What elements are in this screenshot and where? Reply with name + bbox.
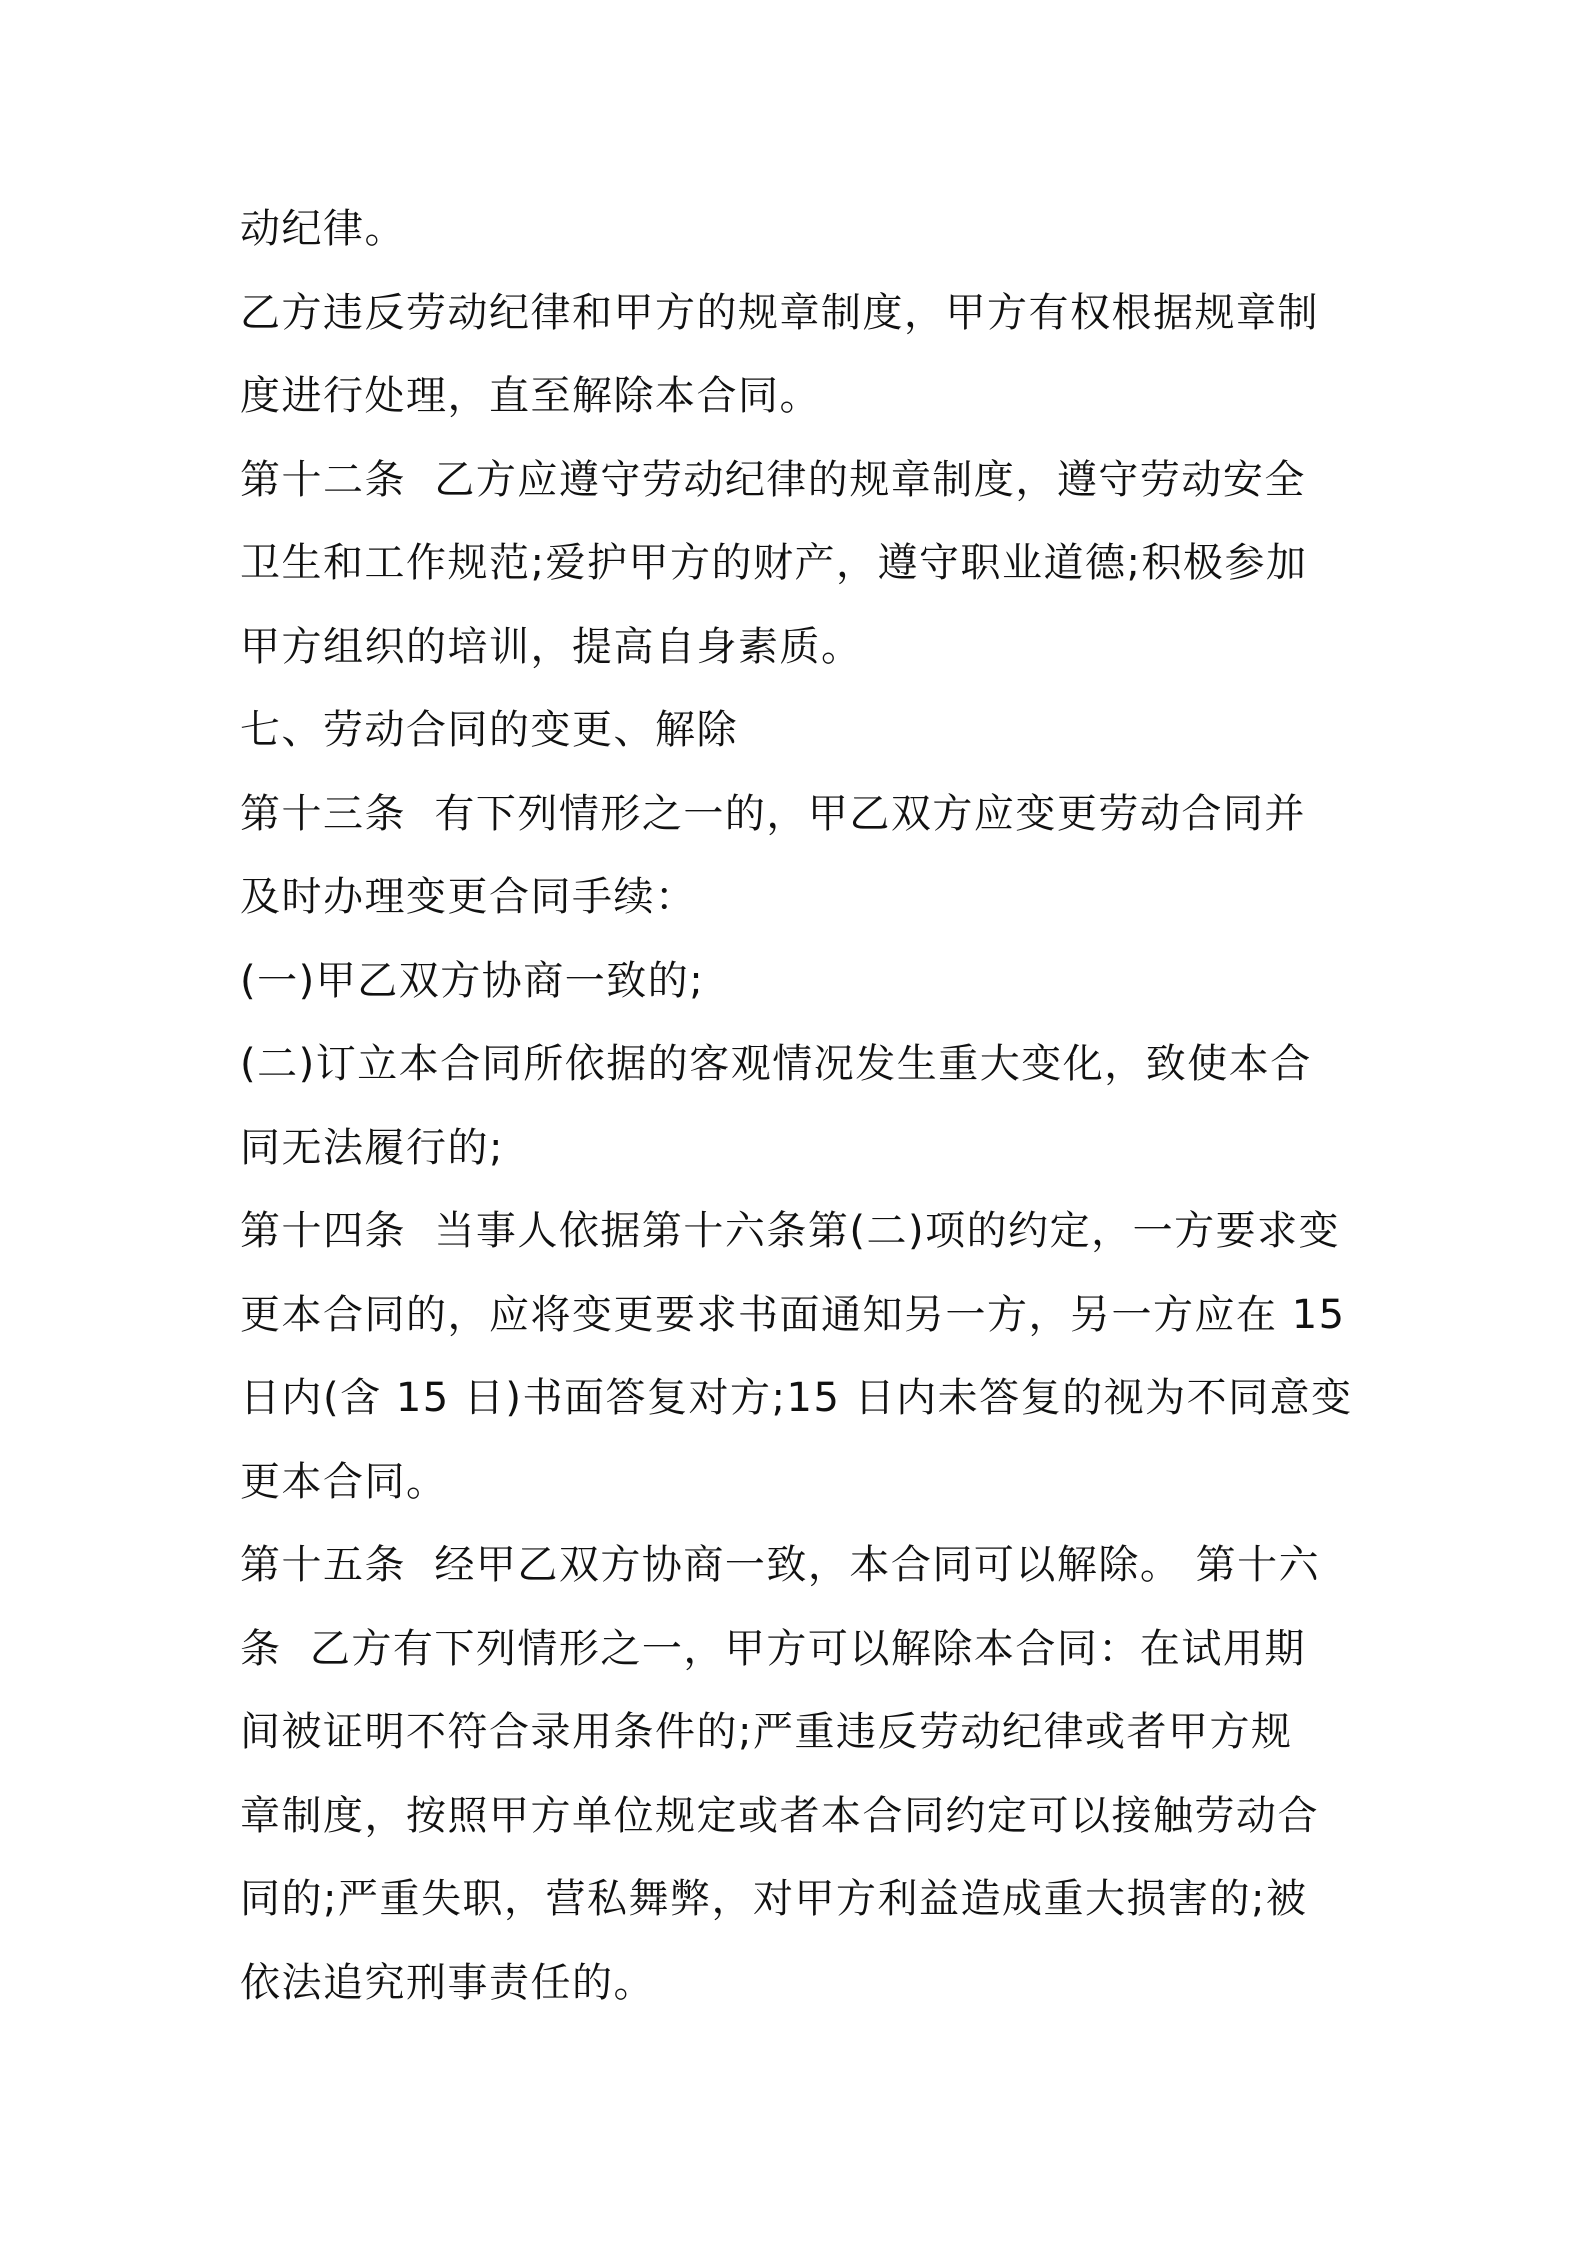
text-line: 动纪律。 — [240, 206, 406, 252]
text-line: 更本合同的，应将变更要求书面通知另一方，另一方应在 15 — [240, 1291, 1346, 1338]
list-item: (一)甲乙双方协商一致的; — [240, 957, 705, 1004]
text-line: 依法追究刑事责任的。 — [240, 1959, 655, 2006]
article-15-line: 第十五条 经甲乙双方协商一致，本合同可以解除。 第十六 — [240, 1542, 1321, 1588]
article-13-line: 第十三条 有下列情形之一的，甲乙双方应变更劳动合同并 — [240, 790, 1306, 837]
article-12-line: 第十二条 乙方应遵守劳动纪律的规章制度，遵守劳动安全 — [240, 456, 1306, 503]
section-heading: 七、劳动合同的变更、解除 — [240, 707, 738, 753]
article-14-line: 第十四条 当事人依据第十六条第(二)项的约定，一方要求变 — [240, 1208, 1341, 1254]
text-line: 同无法履行的; — [240, 1124, 504, 1171]
text-line: 条 乙方有下列情形之一，甲方可以解除本合同：在试用期 — [240, 1625, 1306, 1672]
text-line: 日内(含 15 日)书面答复对方;15 日内未答复的视为不同意变 — [240, 1375, 1353, 1421]
text-line: 章制度，按照甲方单位规定或者本合同约定可以接触劳动合 — [240, 1792, 1319, 1839]
text-line: 卫生和工作规范;爱护甲方的财产，遵守职业道德;积极参加 — [240, 540, 1308, 586]
text-line: 同的;严重失职，营私舞弊，对甲方利益造成重大损害的;被 — [240, 1876, 1308, 1922]
text-line: 乙方违反劳动纪律和甲方的规章制度，甲方有权根据规章制 — [240, 289, 1319, 336]
text-line: 甲方组织的培训，提高自身素质。 — [240, 623, 863, 670]
text-line: 及时办理变更合同手续： — [240, 874, 697, 920]
text-line: 度进行处理，直至解除本合同。 — [240, 373, 821, 419]
text-line: 更本合同。 — [240, 1458, 448, 1505]
list-item: (二)订立本合同所依据的客观情况发生重大变化，致使本合 — [240, 1041, 1312, 1087]
document-body — [240, 188, 1360, 2025]
text-line: 间被证明不符合录用条件的;严重违反劳动纪律或者甲方规 — [240, 1709, 1293, 1755]
